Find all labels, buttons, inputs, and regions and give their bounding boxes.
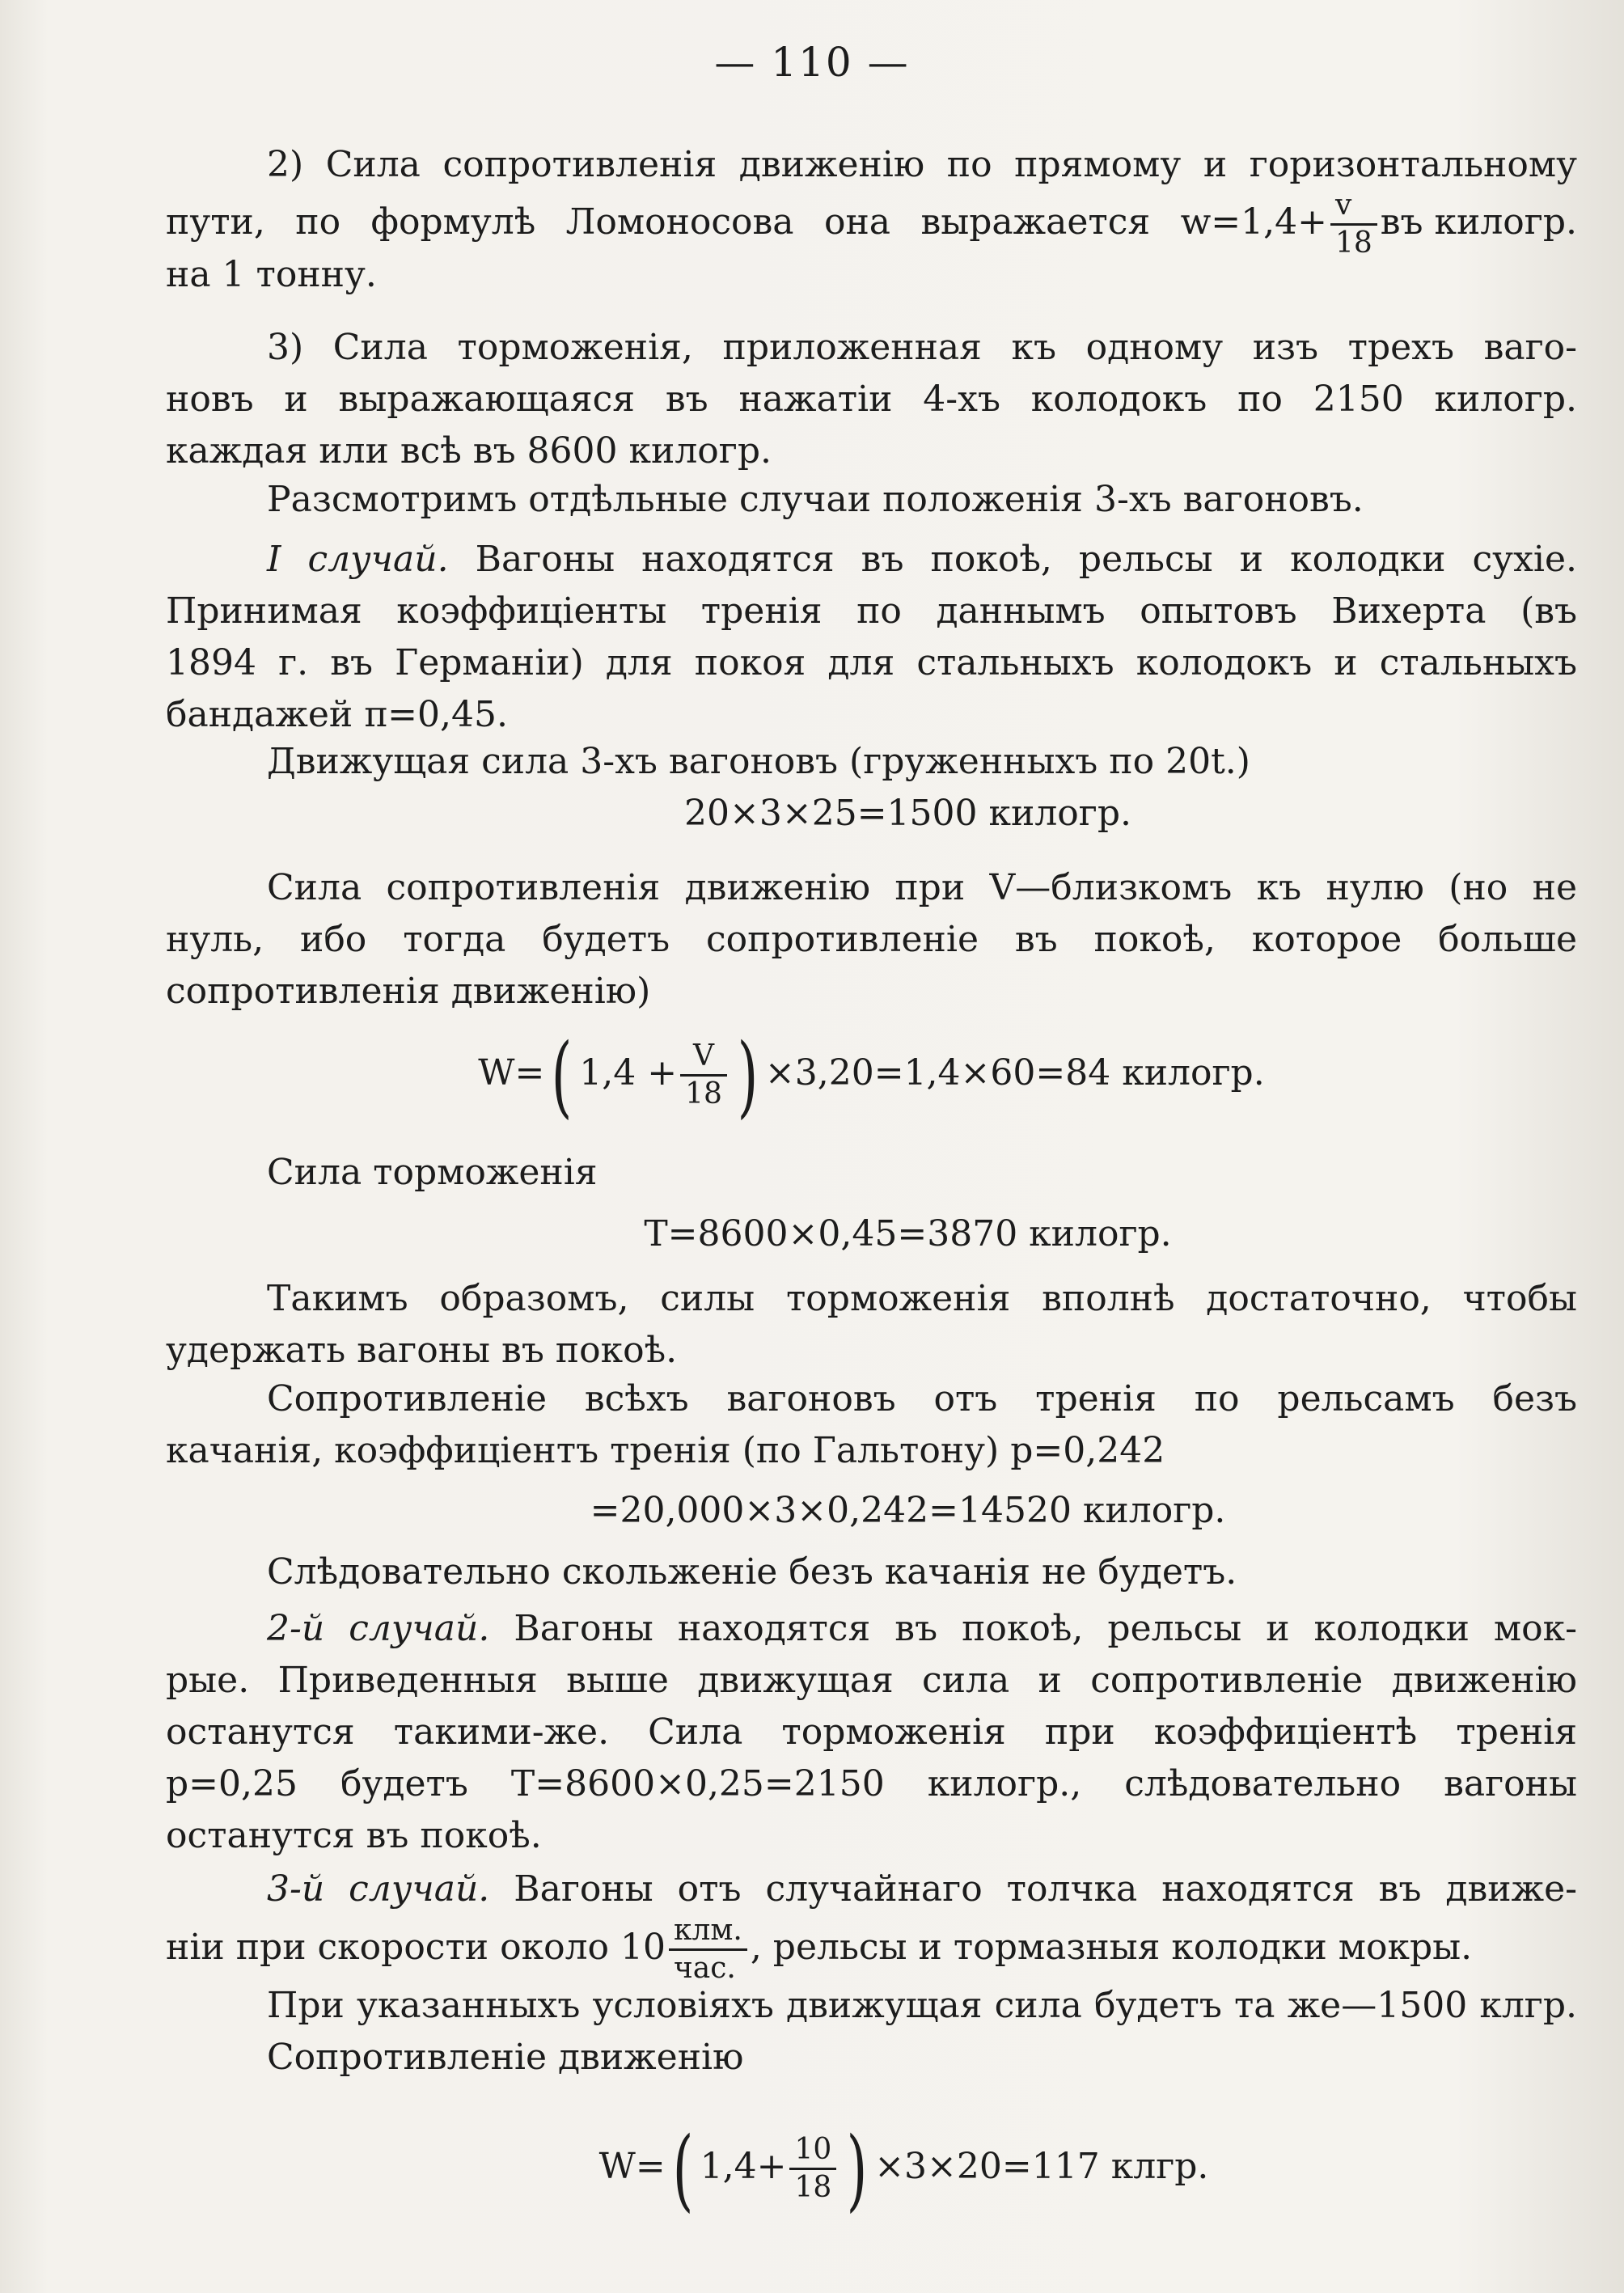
text-line-with-fraction xyxy=(166,1914,1577,1985)
paragraph-driving-force xyxy=(166,736,1577,840)
text-line: Движущая сила 3-хъ вагоновъ (груженныхъ по 20t.) xyxy=(267,741,1250,782)
text-line-with-formula xyxy=(166,188,1577,260)
formula-text: ×3,20=1,4×60=84 килогр. xyxy=(764,1052,1265,1094)
text-span: ніи при скорости около 10 xyxy=(166,1927,666,1968)
fraction-denominator: 18 xyxy=(1334,226,1372,260)
paren-close: ) xyxy=(846,2117,868,2221)
text-line: нуль, ибо тогда будетъ сопротивленіе въ покоѣ, которое больше xyxy=(166,919,1577,960)
text-line: бандажей π=0,45. xyxy=(166,694,508,735)
text-line: Сопротивленіе всѣхъ вагоновъ отъ тренія по рельсамъ безъ xyxy=(267,1378,1577,1419)
text-line: При указанныхъ условіяхъ движущая сила будетъ та же—1500 клгр. xyxy=(267,1985,1577,2026)
text-line-with-label xyxy=(166,534,1577,586)
text-line: 1894 г. въ Германіи) для покоя для стальныхъ колодокъ и стальныхъ xyxy=(166,642,1577,683)
text-line: 2) Сила сопротивленія движенію по прямому и горизонтальному xyxy=(267,144,1577,185)
formula-text: 1,4 + xyxy=(579,1052,678,1094)
text-line: останутся въ покоѣ. xyxy=(166,1815,542,1856)
text-line-with-label xyxy=(166,1603,1577,1655)
text-line: p=0,25 будетъ T=8600×0,25=2150 килогр., слѣдовательно вагоны xyxy=(166,1763,1577,1804)
text-line: новъ и выражающаяся въ нажатіи 4-хъ колодокъ по 2150 килогр. xyxy=(166,379,1577,420)
paragraph-braking xyxy=(166,1147,1577,1260)
text-line: удержать вагоны въ покоѣ. xyxy=(166,1330,678,1371)
text-span: , рельсы и тормазныя колодки мокры. xyxy=(750,1927,1473,1968)
fraction-numerator: V xyxy=(680,1042,727,1077)
paragraph-sliding-resistance xyxy=(166,1373,1577,1598)
text-span: Вагоны отъ случайнаго толчка находятся въ движе- xyxy=(514,1868,1577,1910)
paragraph-resistance-near-zero xyxy=(166,862,1577,1017)
formula-text: w=1,4+ xyxy=(1180,201,1327,243)
paren-open: ( xyxy=(672,2117,694,2221)
formula-text: W= xyxy=(478,1052,545,1094)
text-line: Сила сопротивленія движенію при V—близкомъ къ нулю (но не xyxy=(267,867,1577,908)
formula-text: W= xyxy=(598,2146,666,2187)
formula-braking: T=8600×0,45=3870 килогр. xyxy=(644,1213,1172,1254)
fraction-numerator: клм. xyxy=(669,1916,747,1951)
fraction xyxy=(789,2135,836,2202)
text-line: Сила торможенія xyxy=(267,1152,598,1193)
paren-close: ) xyxy=(737,1023,759,1127)
fraction-denominator: час. xyxy=(674,1952,736,1985)
text-line: Такимъ образомъ, силы торможенія вполнѣ достаточно, чтобы xyxy=(267,1278,1577,1319)
text-span: Вагоны находятся въ покоѣ, рельсы и колодки мок- xyxy=(514,1608,1578,1649)
text-line: каждая или всѣ въ 8600 килогр. xyxy=(166,430,772,472)
fraction-denominator: 18 xyxy=(685,1077,722,1111)
text-line: Слѣдовательно скольженіе безъ качанія не будетъ. xyxy=(267,1551,1237,1593)
paragraph-resistance-formula xyxy=(166,139,1577,301)
fraction xyxy=(669,1916,747,1983)
formula-text: 1,4+ xyxy=(700,2146,787,2187)
fraction xyxy=(1330,188,1377,260)
paragraph-case-2 xyxy=(166,1603,1577,1862)
fraction-numerator: 10 xyxy=(789,2135,836,2170)
paragraph-braking-force xyxy=(166,322,1577,477)
paragraph-case-1 xyxy=(166,534,1577,741)
fraction xyxy=(680,1039,727,1111)
formula-sliding: =20,000×3×0,242=14520 килогр. xyxy=(590,1490,1226,1531)
text-line: Принимая коэффиціенты тренія по даннымъ опытовъ Вихерта (въ xyxy=(166,590,1577,632)
text-line-with-label xyxy=(166,1864,1577,1915)
paragraph-cases-intro xyxy=(166,474,1577,526)
case-label: 3-й случай. xyxy=(267,1868,490,1910)
lomonosov-formula xyxy=(1180,188,1577,260)
formula-text: ×3×20=117 клгр. xyxy=(874,2146,1209,2187)
text-line: останутся такими-же. Сила торможенія при коэффиціентѣ тренія xyxy=(166,1711,1577,1753)
fraction-numerator: v xyxy=(1330,191,1377,226)
text-line: Сопротивленіе движенію xyxy=(267,2037,744,2078)
text-line: рые. Приведенныя выше движущая сила и сопротивленіе движенію xyxy=(166,1660,1577,1701)
paragraph-case-3 xyxy=(166,1864,1577,2084)
formula-driving-force: 20×3×25=1500 килогр. xyxy=(683,793,1131,834)
text-line: качанія, коэффиціентъ тренія (по Гальтону) p=0,242 xyxy=(166,1430,1165,1471)
text-span: Вагоны находятся въ покоѣ, рельсы и колодки сухіе. xyxy=(475,539,1577,580)
speed-expression xyxy=(166,1915,1472,1983)
fraction-denominator: 18 xyxy=(794,2171,832,2204)
formula-resistance-2 xyxy=(166,2114,1609,2219)
case-label: 2-й случай. xyxy=(267,1608,490,1649)
case-label: I случай. xyxy=(267,539,449,580)
text-line: 3) Сила торможенія, приложенная къ одному изъ трехъ ваго- xyxy=(267,327,1577,368)
paragraph-conclusion-1 xyxy=(166,1273,1577,1377)
formula-unit: въ килогр. xyxy=(1380,201,1577,243)
text-line: на 1 тонну. xyxy=(166,254,377,295)
page-number: — 110 — xyxy=(714,39,910,86)
text-line: Разсмотримъ отдѣльные случаи положенія 3-хъ вагоновъ. xyxy=(267,479,1364,520)
paren-open: ( xyxy=(551,1023,573,1127)
text-span: пути, по формулѣ Ломоносова она выражается xyxy=(166,201,1151,243)
text-line: сопротивленія движенію) xyxy=(166,971,651,1012)
formula-resistance-1 xyxy=(166,1021,1577,1126)
